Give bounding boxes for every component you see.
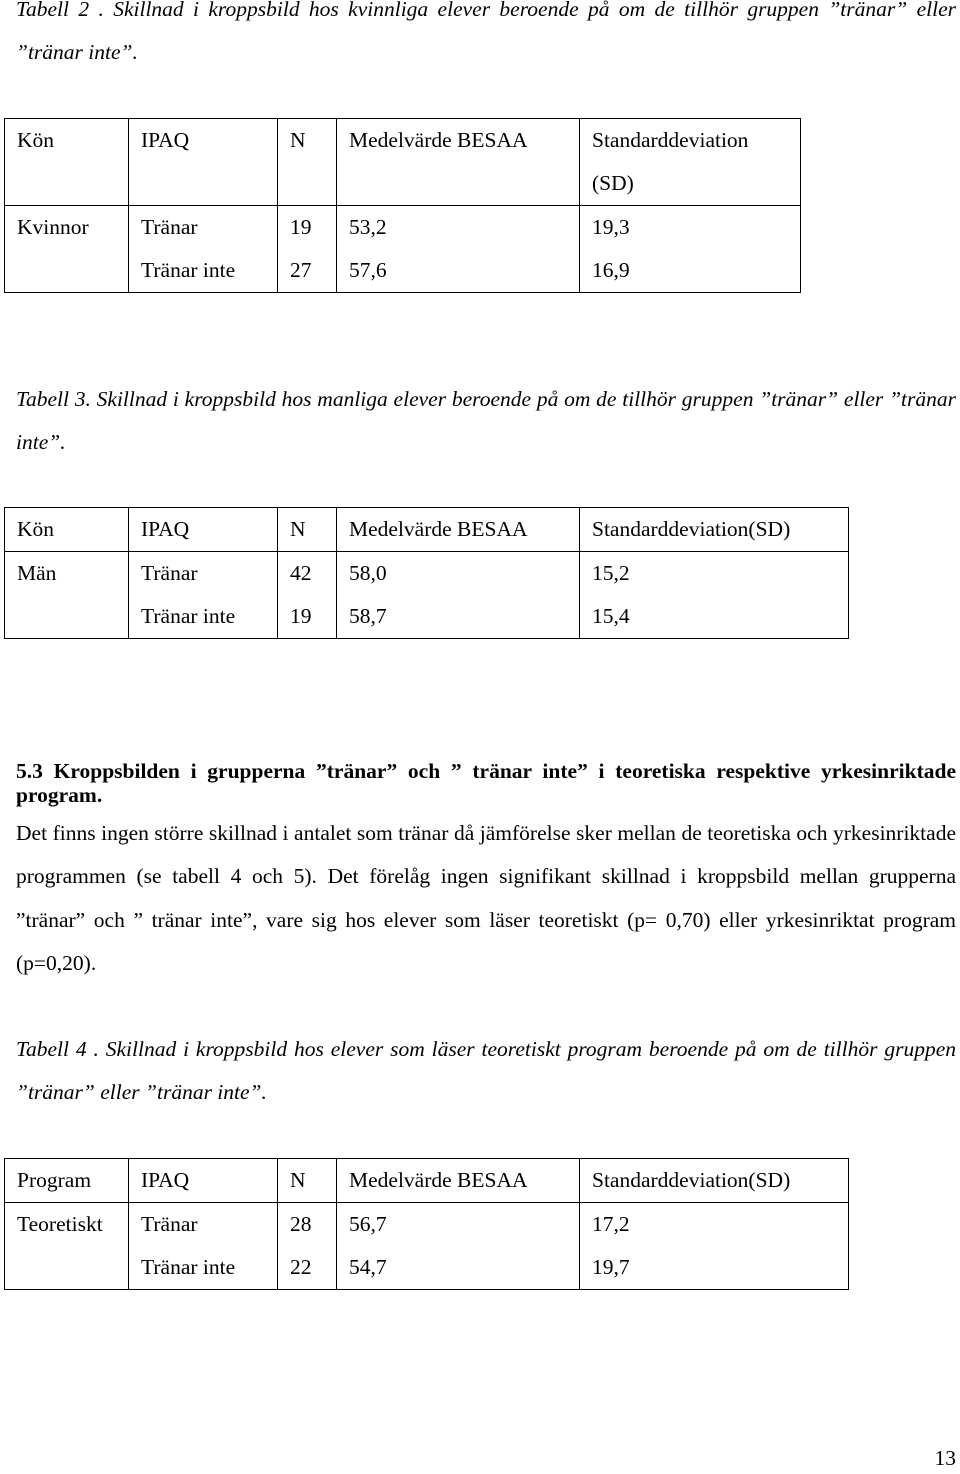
table2 — [4, 118, 801, 293]
table4-row2-n: 22 — [278, 1246, 337, 1290]
table3-row2-mean: 58,7 — [337, 595, 580, 639]
table3-row2-ipaq: Tränar inte — [129, 595, 278, 639]
table2-row1-sd: 19,3 — [580, 206, 801, 250]
table4-row2-mean: 54,7 — [337, 1246, 580, 1290]
table2-header-kon: Kön — [5, 119, 129, 163]
table2-caption: Tabell 2 . Skillnad i kroppsbild hos kvinnliga elever beroende på om de tillhör gruppen ”tränar” eller ”tränar inte”. — [16, 0, 956, 64]
table4 — [4, 1158, 849, 1290]
table2-header-sd: Standarddeviation — [580, 119, 801, 163]
table2-row1-ipaq: Tränar — [129, 206, 278, 250]
table4-row2-sd: 19,7 — [580, 1246, 849, 1290]
table3 — [4, 507, 849, 639]
table2-row2-ipaq: Tränar inte — [129, 249, 278, 293]
table2-row1-n: 19 — [278, 206, 337, 250]
table3-group: Män — [5, 552, 129, 596]
table3-row1-ipaq: Tränar — [129, 552, 278, 596]
table3-header-n: N — [278, 508, 337, 552]
section-heading: 5.3 Kroppsbilden i grupperna ”tränar” och ” tränar inte” i teoretiska respektive yrkesinriktade program. — [16, 759, 956, 807]
table3-row2-sd: 15,4 — [580, 595, 849, 639]
table3-header-ipaq: IPAQ — [129, 508, 278, 552]
table4-header-sd: Standarddeviation(SD) — [580, 1159, 849, 1203]
table4-header-program: Program — [5, 1159, 129, 1203]
table4-row2-ipaq: Tränar inte — [129, 1246, 278, 1290]
section-paragraph: Det finns ingen större skillnad i antalet som tränar då jämförelse sker mellan de teoretiska och yrkesinriktade programmen (se tabell 4 och 5). Det förelåg ingen signifikant skillnad i kroppsbild mellan grupperna ”tränar” och ” tränar inte”, vare sig hos elever som läser teoretiskt (p= 0,70) eller yrkesinriktat program (p=0,20). — [16, 821, 956, 975]
table3-header-sd: Standarddeviation(SD) — [580, 508, 849, 552]
table3-header-mean: Medelvärde BESAA — [337, 508, 580, 552]
table4-header-mean: Medelvärde BESAA — [337, 1159, 580, 1203]
page-number: 13 — [934, 1446, 956, 1470]
table3-caption: Tabell 3. Skillnad i kroppsbild hos manliga elever beroende på om de tillhör gruppen ”tränar” eller ”tränar inte”. — [16, 387, 956, 454]
table3-header-kon: Kön — [5, 508, 129, 552]
table3-row1-sd: 15,2 — [580, 552, 849, 596]
table4-group: Teoretiskt — [5, 1203, 129, 1247]
table2-row1-mean: 53,2 — [337, 206, 580, 250]
table2-group: Kvinnor — [5, 206, 129, 250]
table3-row1-n: 42 — [278, 552, 337, 596]
table2-row2-n: 27 — [278, 249, 337, 293]
table3-row2-n: 19 — [278, 595, 337, 639]
table4-row1-ipaq: Tränar — [129, 1203, 278, 1247]
table2-header-ipaq: IPAQ — [129, 119, 278, 163]
table2-row2-mean: 57,6 — [337, 249, 580, 293]
table4-row1-mean: 56,7 — [337, 1203, 580, 1247]
table2-header-sd-unit: (SD) — [580, 162, 801, 206]
table4-header-n: N — [278, 1159, 337, 1203]
table3-row1-mean: 58,0 — [337, 552, 580, 596]
table2-header-n: N — [278, 119, 337, 163]
table4-row1-sd: 17,2 — [580, 1203, 849, 1247]
table4-row1-n: 28 — [278, 1203, 337, 1247]
table4-header-ipaq: IPAQ — [129, 1159, 278, 1203]
table2-header-mean: Medelvärde BESAA — [337, 119, 580, 163]
table4-caption: Tabell 4 . Skillnad i kroppsbild hos elever som läser teoretiskt program beroende på om de tillhör gruppen ”tränar” eller ”tränar inte”. — [16, 1037, 956, 1104]
table2-row2-sd: 16,9 — [580, 249, 801, 293]
